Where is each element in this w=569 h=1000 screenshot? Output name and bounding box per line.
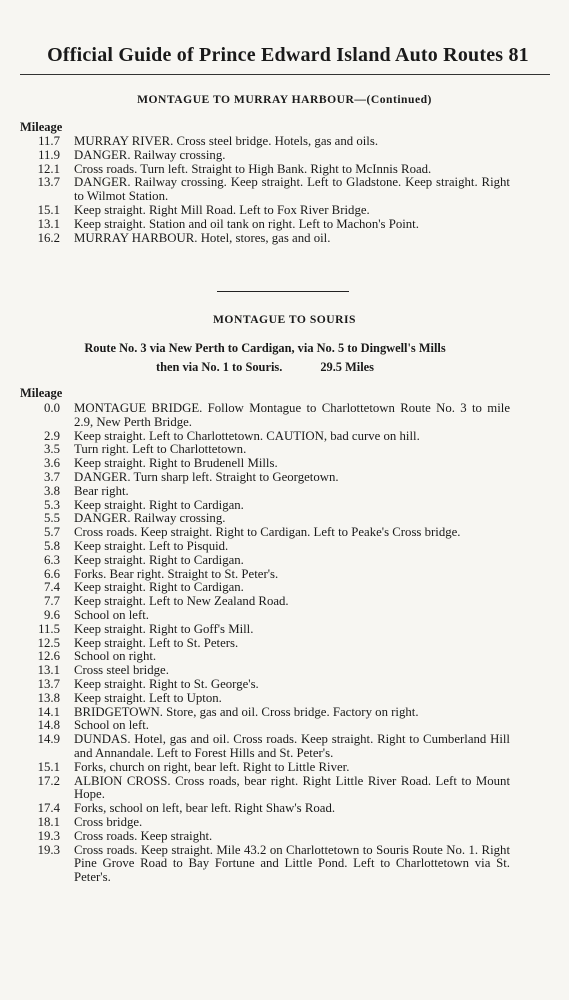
entry-mileage: 16.2 [37, 230, 60, 245]
entry-directions: Keep straight. Right to Cardigan. [74, 497, 244, 512]
route-description [20, 339, 510, 377]
section-divider [217, 291, 349, 292]
entry-mileage: 11.5 [38, 621, 60, 636]
route-entry [0, 149, 569, 163]
entry-mileage: 0.0 [44, 401, 60, 415]
header-rule [20, 74, 550, 75]
route-entry [0, 816, 569, 830]
entry-mileage: 3.8 [44, 483, 60, 498]
entry-mileage: 5.3 [44, 497, 60, 512]
entry-mileage: 13.1 [37, 663, 60, 678]
entry-mileage: 13.1 [37, 216, 60, 231]
entry-mileage: 3.7 [44, 469, 60, 484]
route-entry [0, 512, 569, 526]
route-entry [0, 232, 569, 246]
route-entry [0, 719, 569, 733]
route-entry [0, 568, 569, 582]
route-entry [0, 499, 569, 513]
entry-mileage: 13.7 [37, 676, 60, 691]
entry-directions: Keep straight. Station and oil tank on right. Left to Machon's Point. [74, 216, 419, 231]
route-entry [0, 692, 569, 706]
entry-mileage: 3.5 [44, 442, 60, 457]
entry-mileage: 15.1 [37, 202, 60, 217]
entry-mileage: 13.7 [37, 175, 60, 190]
entry-directions: Forks, school on left, bear left. Right Shaw's Road. [74, 801, 336, 816]
mileage-label: Mileage [20, 120, 63, 134]
entry-directions: DUNDAS. Hotel, gas and oil. Cross roads. Keep straight. Right to Cumberland Hill and Annandale. Left to Forest Hills and St. Peter's. [74, 732, 510, 760]
route-entry [0, 540, 569, 554]
entry-directions: Keep straight. Right to Brudenell Mills. [74, 456, 278, 471]
section-title-murray-harbour: MONTAGUE TO MURRAY HARBOUR—(Continued) [137, 93, 432, 106]
route-entry [0, 430, 569, 444]
entry-directions: Keep straight. Right Mill Road. Left to Fox River Bridge. [74, 202, 370, 217]
entry-mileage: 5.7 [44, 525, 60, 540]
entry-mileage: 5.8 [44, 538, 60, 553]
entry-mileage: 13.8 [37, 690, 60, 705]
entry-directions: DANGER. Turn sharp left. Straight to Georgetown. [74, 469, 339, 484]
page-header: Official Guide of Prince Edward Island Auto Routes 81 [47, 44, 529, 66]
entry-mileage: 14.1 [37, 704, 60, 719]
entry-directions: Keep straight. Left to St. Peters. [74, 635, 239, 650]
route-entry [0, 581, 569, 595]
entry-mileage: 14.8 [37, 718, 60, 733]
entry-mileage: 12.6 [37, 649, 60, 664]
route-entry [0, 733, 569, 761]
entry-mileage: 6.3 [44, 552, 60, 567]
route-entry [0, 637, 569, 651]
souris-entries [0, 402, 569, 885]
entry-directions: Keep straight. Left to Pisquid. [74, 538, 229, 553]
entry-mileage: 19.3 [37, 828, 60, 843]
entry-mileage: 17.2 [37, 773, 60, 788]
route-entry [0, 802, 569, 816]
route-entry [0, 485, 569, 499]
entry-directions: MURRAY HARBOUR. Hotel, stores, gas and oil. [74, 230, 331, 245]
entry-mileage: 7.7 [44, 594, 60, 609]
route-entry [0, 402, 569, 430]
entry-mileage: 6.6 [44, 566, 60, 581]
entry-directions: Keep straight. Left to Charlottetown. CAUTION, bad curve on hill. [74, 428, 420, 443]
entry-mileage: 3.6 [44, 456, 60, 471]
entry-directions: Turn right. Left to Charlottetown. [74, 442, 247, 457]
entry-mileage: 7.4 [44, 580, 60, 595]
route-line-2 [20, 358, 510, 377]
entry-directions: Cross roads. Keep straight. Mile 43.2 on Charlottetown to Souris Route No. 1. Right Pine Grove Road to Bay Fortune and Little Pond. Left to Charlottetown via St. Peter's. [74, 842, 510, 885]
entry-mileage: 2.9 [44, 428, 60, 443]
entry-directions: Keep straight. Right to Goff's Mill. [74, 621, 254, 636]
entry-directions: Cross bridge. [74, 814, 143, 829]
entry-mileage: 12.1 [37, 161, 60, 176]
entry-directions: Keep straight. Right to St. George's. [74, 676, 259, 691]
entry-mileage: 11.9 [38, 147, 60, 162]
route-entry [0, 163, 569, 177]
entry-directions: School on left. [74, 718, 149, 733]
route-entry [0, 830, 569, 844]
entry-directions: School on right. [74, 649, 157, 664]
route-via: then via No. 1 to Souris. [155, 360, 283, 374]
entry-directions: ALBION CROSS. Cross roads, bear right. Right Little River Road. Left to Mount Hope. [74, 773, 510, 802]
route-entry [0, 218, 569, 232]
entry-directions: Keep straight. Left to Upton. [74, 690, 222, 705]
entry-mileage: 12.5 [37, 635, 60, 650]
entry-directions: Keep straight. Right to Cardigan. [74, 580, 244, 595]
entry-mileage: 11.7 [38, 134, 60, 148]
route-entry [0, 176, 569, 204]
entry-directions: Cross roads. Keep straight. Right to Cardigan. Left to Peake's Cross bridge. [74, 525, 461, 540]
entry-directions: DANGER. Railway crossing. [74, 147, 226, 162]
route-entry [0, 609, 569, 623]
route-distance: 29.5 Miles [320, 360, 374, 374]
route-entry [0, 623, 569, 637]
entry-directions: Cross roads. Keep straight. [74, 828, 213, 843]
entry-directions: Cross roads. Turn left. Straight to High Bank. Right to McInnis Road. [74, 161, 432, 176]
entry-directions: Cross steel bridge. [74, 663, 169, 678]
route-line-1: Route No. 3 via New Perth to Cardigan, via No. 5 to Dingwell's Mills [84, 341, 446, 355]
route-entry [0, 844, 569, 885]
route-entry [0, 204, 569, 218]
route-entry [0, 775, 569, 803]
section-title-souris: MONTAGUE TO SOURIS [212, 313, 356, 326]
entry-directions: Keep straight. Right to Cardigan. [74, 552, 244, 567]
entry-directions: DANGER. Railway crossing. [74, 511, 226, 526]
entry-directions: BRIDGETOWN. Store, gas and oil. Cross bridge. Factory on right. [74, 704, 419, 719]
route-entry [0, 706, 569, 720]
entry-directions: MONTAGUE BRIDGE. Follow Montague to Charlottetown Route No. 3 to mile 2.9, New Perth Bridge. [74, 401, 510, 429]
mileage-label: Mileage [20, 386, 63, 400]
route-entry [0, 526, 569, 540]
route-entry [0, 664, 569, 678]
murray-harbour-entries [0, 135, 569, 245]
route-entry [0, 457, 569, 471]
route-entry [0, 554, 569, 568]
entry-mileage: 18.1 [37, 814, 60, 829]
entry-directions: Forks, church on right, bear left. Right to Little River. [74, 759, 350, 774]
entry-mileage: 9.6 [44, 607, 60, 622]
entry-mileage: 14.9 [37, 732, 60, 747]
entry-directions: School on left. [74, 607, 149, 622]
entry-mileage: 17.4 [37, 801, 60, 816]
route-entry [0, 443, 569, 457]
entry-mileage: 15.1 [37, 759, 60, 774]
route-entry [0, 650, 569, 664]
entry-mileage: 5.5 [44, 511, 60, 526]
entry-directions: Forks. Bear right. Straight to St. Peter's. [74, 566, 279, 581]
entry-directions: Bear right. [74, 483, 129, 498]
entry-directions: MURRAY RIVER. Cross steel bridge. Hotels, gas and oils. [74, 134, 379, 148]
entry-mileage: 19.3 [37, 842, 60, 857]
entry-directions: DANGER. Railway crossing. Keep straight. Left to Gladstone. Keep straight. Right to Wilmot Station. [74, 175, 510, 204]
route-entry [0, 678, 569, 692]
route-entry [0, 595, 569, 609]
route-entry [0, 761, 569, 775]
route-entry [0, 135, 569, 149]
route-entry [0, 471, 569, 485]
entry-directions: Keep straight. Left to New Zealand Road. [74, 594, 289, 609]
